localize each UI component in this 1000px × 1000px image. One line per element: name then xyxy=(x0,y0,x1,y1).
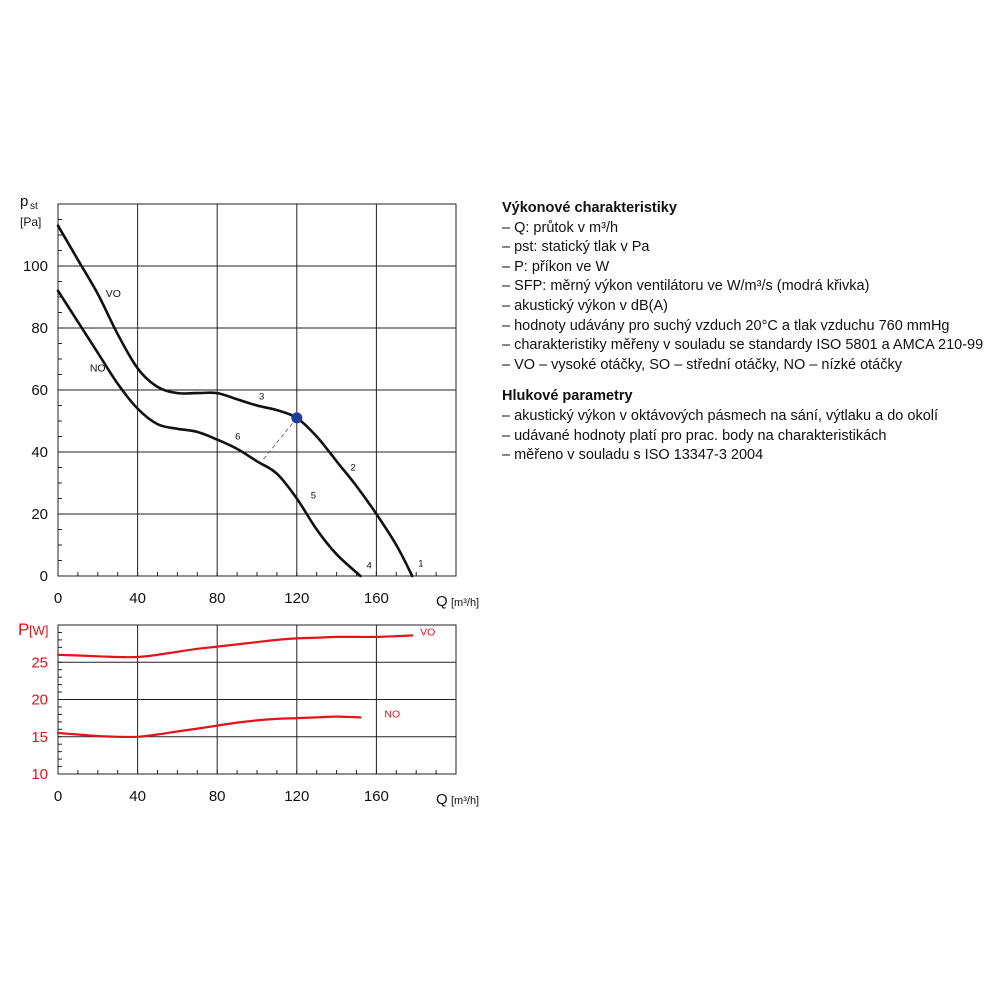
operating-point-marker xyxy=(291,412,302,423)
series-label: NO xyxy=(384,708,401,721)
y-tick-label: 0 xyxy=(39,568,48,585)
performance-list xyxy=(502,219,992,376)
x-axis-label: Q xyxy=(436,593,448,610)
performance-item: – SFP: měrný výkon ventilátoru ve W/m³/s (modrá křivka) xyxy=(502,278,870,295)
x-axis-unit: [m³/h] xyxy=(451,795,480,807)
x-tick-label: 120 xyxy=(284,788,310,805)
y-tick-label: 40 xyxy=(31,444,48,461)
y-axis-label: P xyxy=(18,620,30,639)
y-tick-label: 15 xyxy=(31,728,48,746)
x-tick-label: 0 xyxy=(53,788,63,805)
operating-region-label: 1 xyxy=(418,558,424,570)
y-axis-unit: [Pa] xyxy=(20,215,42,229)
operating-region-label: 5 xyxy=(310,490,317,502)
x-tick-label: 120 xyxy=(284,590,310,607)
operating-region-label: 4 xyxy=(366,560,372,572)
performance-item: – akustický výkon v dB(A) xyxy=(502,297,668,314)
noise-item: – udávané hodnoty platí pro prac. body na charakteristikách xyxy=(502,427,887,444)
y-tick-label: 20 xyxy=(31,691,48,709)
series-label: NO xyxy=(89,362,106,375)
power-chart xyxy=(18,620,479,808)
x-tick-label: 40 xyxy=(129,788,146,805)
performance-item: – P: příkon ve W xyxy=(502,258,610,275)
series-label: VO xyxy=(420,626,436,639)
pressure-chart xyxy=(20,193,479,610)
performance-item: – VO – vysoké otáčky, SO – střední otáčky, NO – nízké otáčky xyxy=(502,356,902,373)
series-line-vo xyxy=(58,635,412,657)
operating-region-label: 3 xyxy=(258,391,265,403)
performance-item: – pst: statický tlak v Pa xyxy=(502,239,650,256)
performance-heading: Výkonové charakteristiky xyxy=(502,200,677,216)
performance-item: – charakteristiky měřeny v souladu se standardy ISO 5801 a AMCA 210-99 xyxy=(502,337,984,354)
y-axis-unit: [W] xyxy=(29,623,49,638)
info-panel xyxy=(502,199,992,466)
x-tick-label: 160 xyxy=(363,590,389,607)
noise-heading: Hlukové parametry xyxy=(502,388,633,405)
y-tick-label: 25 xyxy=(31,654,48,672)
x-tick-label: 0 xyxy=(53,590,63,607)
performance-item: – Q: průtok v m³/h xyxy=(502,219,619,236)
series-line-vo xyxy=(58,226,412,576)
noise-item: – akustický výkon v oktávových pásmech na sání, výtlaku a do okolí xyxy=(502,407,939,424)
y-tick-label: 80 xyxy=(31,320,48,337)
series-label: VO xyxy=(105,288,121,300)
x-tick-label: 80 xyxy=(208,590,226,607)
noise-item: – měřeno v souladu s ISO 13347-3 2004 xyxy=(502,447,764,464)
operating-region-label: 2 xyxy=(350,462,356,474)
performance-item: – hodnoty udávány pro suchý vzduch 20°C a tlak vzduchu 760 mmHg xyxy=(502,317,950,334)
y-tick-label: 20 xyxy=(31,506,48,523)
series-line-no xyxy=(58,717,361,737)
x-tick-label: 40 xyxy=(129,590,146,607)
x-axis-unit: [m³/h] xyxy=(451,597,480,609)
y-tick-label: 60 xyxy=(31,382,48,399)
operating-region-label: 6 xyxy=(235,431,241,443)
y-axis-label-subscript: st xyxy=(30,201,38,212)
y-axis-label: p xyxy=(20,193,29,210)
x-axis-label: Q xyxy=(436,791,448,808)
y-tick-label: 100 xyxy=(22,258,48,275)
x-tick-label: 80 xyxy=(208,788,226,805)
y-tick-label: 10 xyxy=(31,766,48,783)
operating-point-leader xyxy=(263,418,297,460)
x-tick-label: 160 xyxy=(363,788,389,805)
noise-list xyxy=(502,407,992,466)
